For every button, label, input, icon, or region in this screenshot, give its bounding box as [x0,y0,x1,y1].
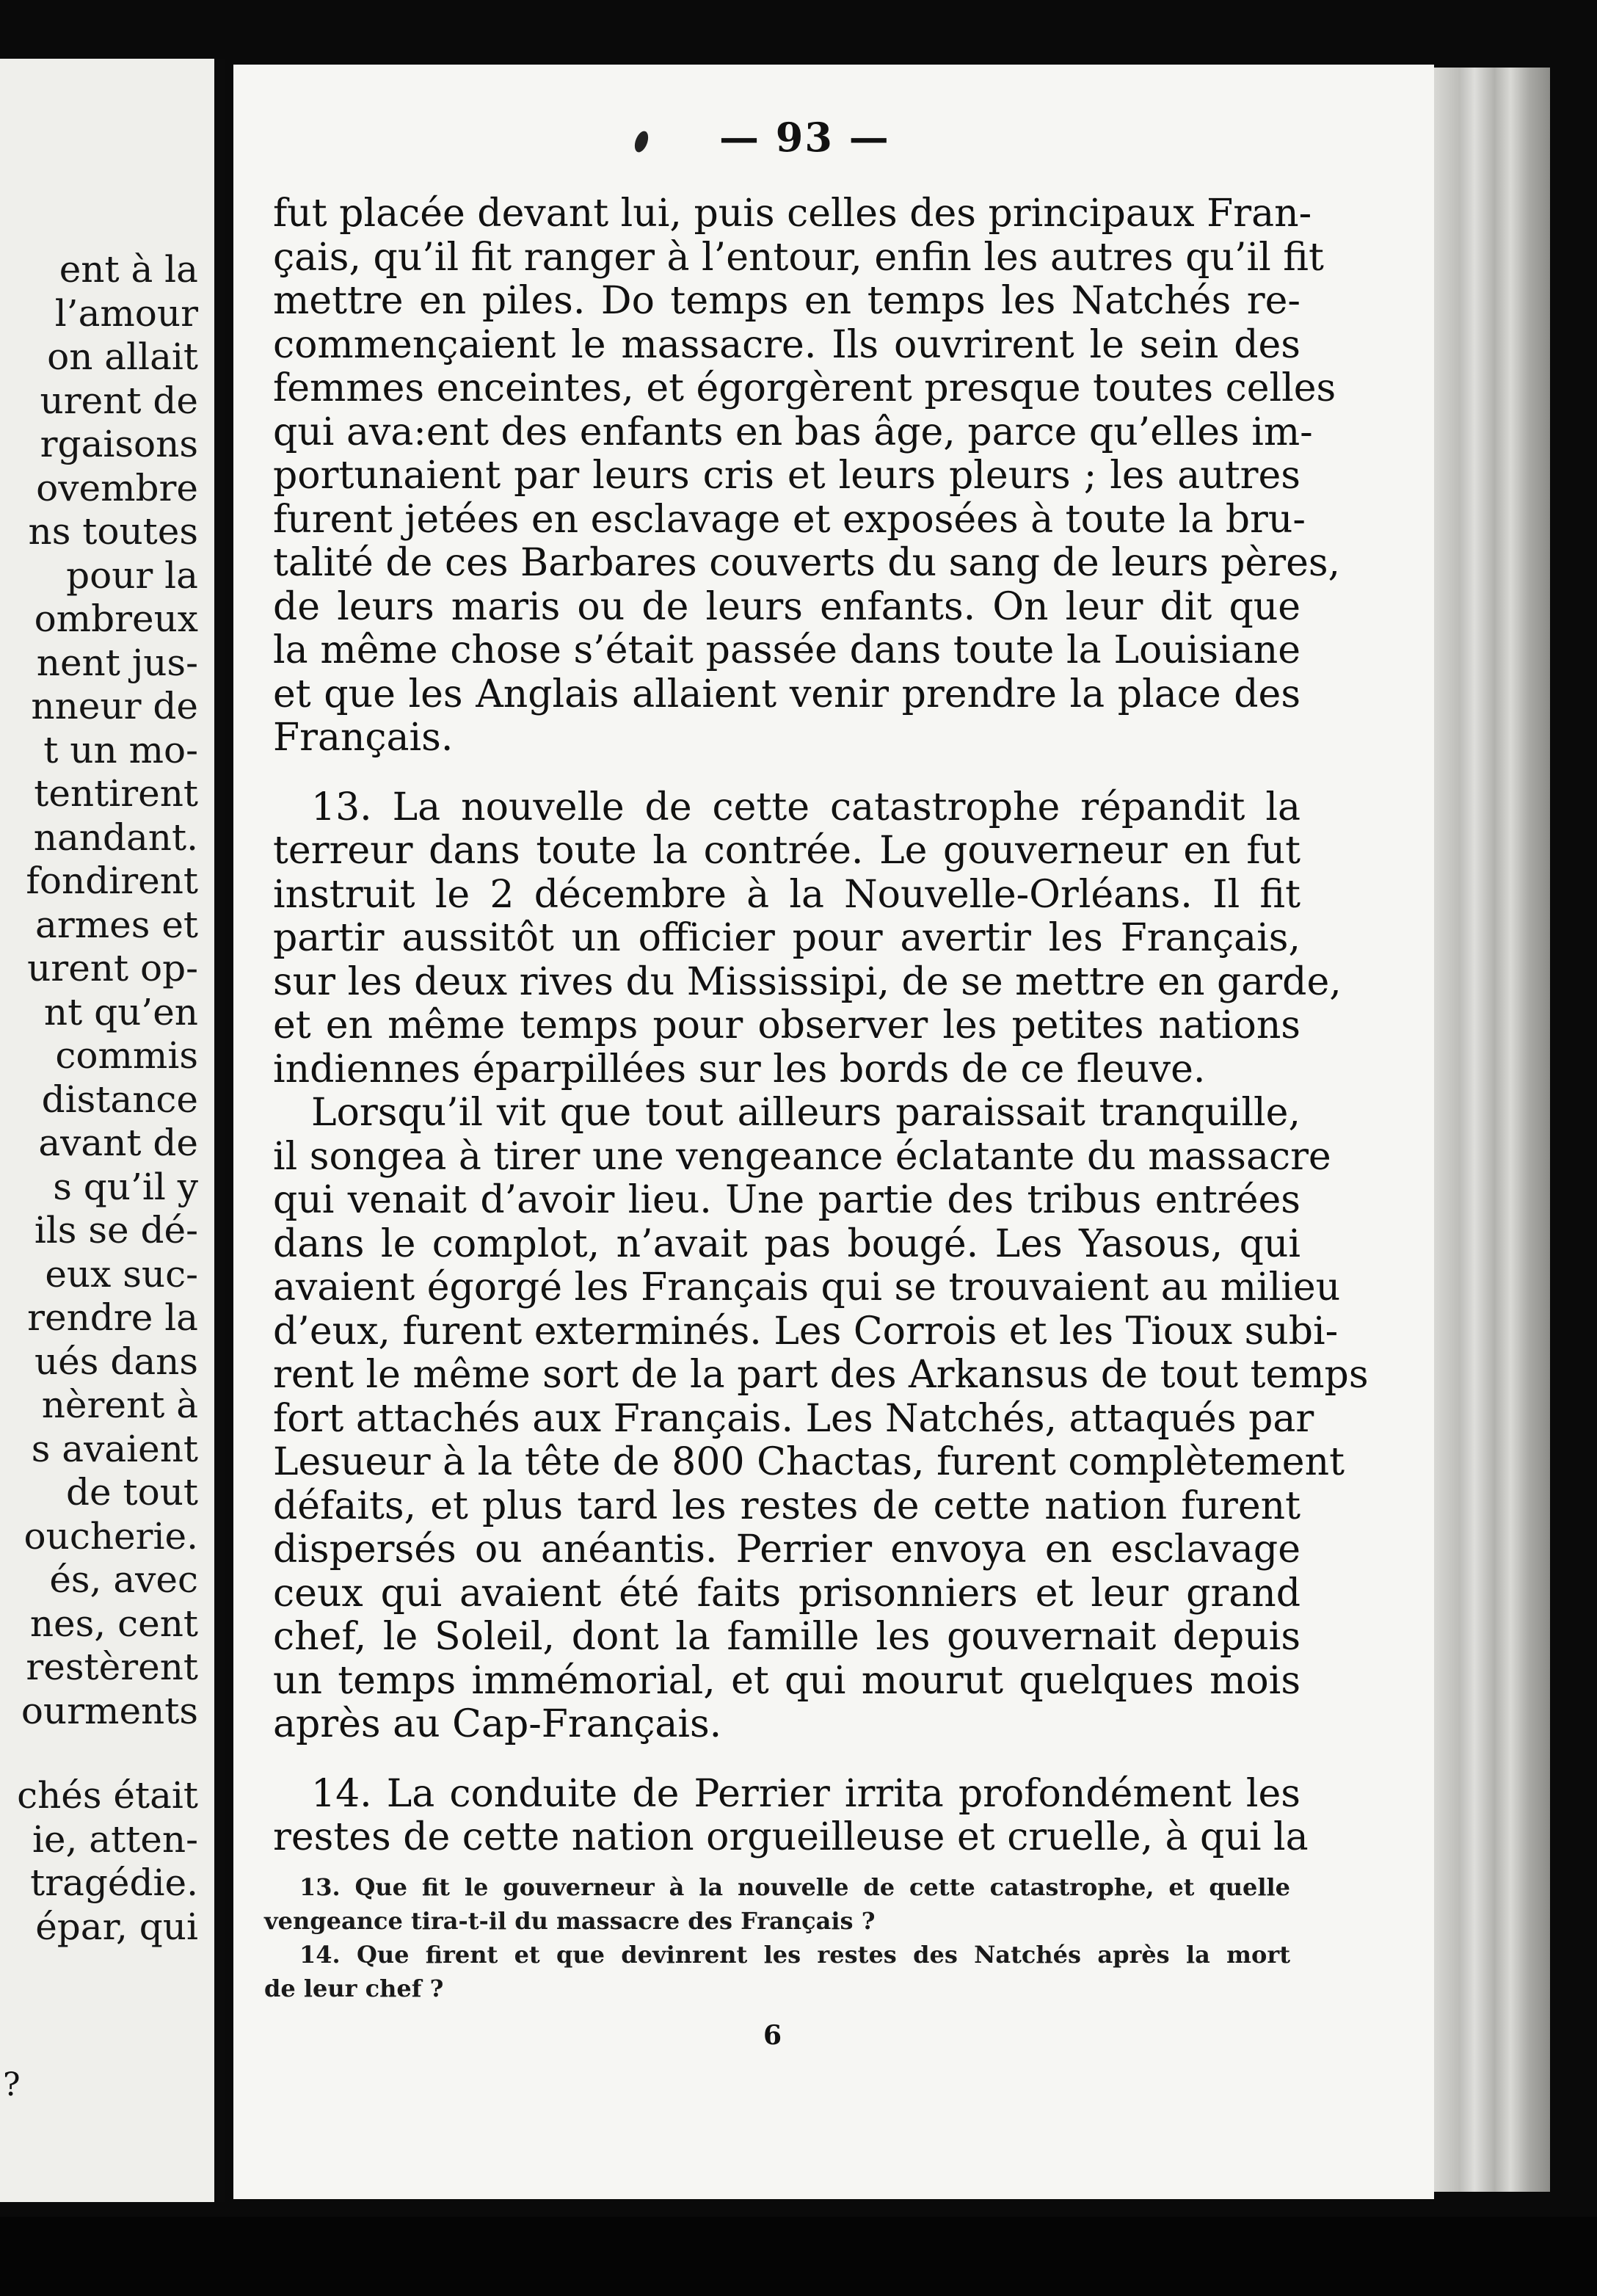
paragraph-13-continued [273,1091,1369,1747]
text-line: indiennes éparpillées sur les bords de ce fleuve. [273,1047,1206,1091]
previous-page-line: pour la [66,553,198,597]
text-line: défaits, et plus tard les restes de cette nation furent [273,1483,1300,1528]
text-line: 13. La nouvelle de cette catastrophe répandit la [311,785,1300,829]
text-line: d’eux, furent exterminés. Les Corrois et les Tioux subi- [273,1309,1339,1354]
paragraph-13 [273,785,1342,1092]
text-line: avaient égorgé les Français qui se trouvaient au milieu [273,1265,1341,1309]
previous-page-line: ourments [21,1689,198,1732]
previous-page-line: s qu’il y [53,1165,198,1208]
text-line: et que les Anglais allaient venir prendre la place des [273,672,1300,716]
previous-page-line: épar, qui [35,1905,198,1948]
text-line: sur les deux rives du Mississipi, de se mettre en garde, [273,959,1342,1004]
text-line: femmes enceintes, et égorgèrent presque toutes celles [273,366,1336,410]
page-edges [1434,68,1550,2192]
text-line: Lesueur à la tête de 800 Chactas, furent complètement [273,1440,1345,1484]
text-line: instruit le 2 décembre à la Nouvelle-Orléans. Il fit [273,872,1300,917]
footnote-line: 14. Que firent et que devinrent les restes des Natchés après la mort [299,1941,1290,1969]
text-line: qui venait d’avoir lieu. Une partie des tribus entrées [273,1178,1300,1222]
text-line: partir aussitôt un officier pour avertir les Français, [273,916,1300,960]
text-line: la même chose s’était passée dans toute la Louisiane [273,628,1300,672]
text-line: Français. [273,716,454,760]
previous-page-line: nent jus- [36,641,198,684]
text-line: restes de cette nation orgueilleuse et cruelle, à qui la [273,1815,1309,1859]
text-line: ceux qui avaient été faits prisonniers et leur grand [273,1571,1300,1616]
previous-page-line: distance [41,1078,198,1121]
text-line: qui ava:ent des enfants en bas âge, parce qu’elles im- [273,410,1313,454]
previous-page-line: nneur de [31,685,198,727]
text-line: fort attachés aux Français. Les Natchés, attaqués par [273,1396,1314,1441]
previous-page-line: l’amour [54,291,198,335]
text-line: talité de ces Barbares couverts du sang de leurs pères, [273,541,1341,585]
footnote-questions [264,1870,1290,2005]
previous-page-text [17,248,198,1949]
previous-page-line: ns toutes [28,510,198,553]
previous-page-line: fondirent [26,860,198,902]
previous-page-line: ent à la [59,248,198,291]
previous-page-line: commis [55,1034,198,1077]
text-line: et en même temps pour observer les petites nations [273,1003,1300,1047]
previous-page-line: ombreux [34,597,198,640]
text-line: fut placée devant lui, puis celles des principaux Fran- [273,192,1312,236]
text-line: terreur dans toute la contrée. Le gouverneur en fut [273,829,1300,873]
text-line: un temps immémorial, et qui mourut quelques mois [273,1658,1300,1703]
previous-page [0,59,225,2202]
previous-page-line: ie, atten- [32,1817,198,1861]
previous-page-line: oucherie. [23,1514,198,1558]
text-line: mettre en piles. Do temps en temps les Natchés re- [273,279,1300,323]
text-line: Lorsqu’il vit que tout ailleurs paraissait tranquille, [311,1091,1300,1135]
previous-page-line: t un mo- [43,728,198,771]
previous-page-line: rendre la [27,1296,198,1339]
page-number: — 93 — [719,114,890,161]
page-body-text [273,192,1369,1860]
previous-page-line: chés était [17,1774,198,1817]
text-line: commençaient le massacre. Ils ouvrirent le sein des [273,322,1300,367]
previous-page-line: on allait [47,335,198,378]
previous-page-line: avant de [38,1122,198,1164]
previous-page-line: ils se dé- [34,1209,198,1251]
paragraph-continuation [273,192,1341,760]
previous-page-mark: ? [3,2066,21,2104]
footnote-line: de leur chef ? [264,1975,444,2002]
previous-page-line: nèrent à [41,1384,198,1426]
text-line: dans le complot, n’avait pas bougé. Les Yasous, qui [273,1221,1300,1266]
text-line: rent le même sort de la part des Arkansus de tout temps [273,1353,1369,1397]
previous-page-line: urent de [40,379,198,422]
previous-page-line: nandant. [33,815,198,859]
text-line: il songea à tirer une vengeance éclatante du massacre [273,1134,1331,1179]
previous-page-line: urent op- [27,947,198,989]
previous-page-line: nes, cent [29,1602,198,1645]
paragraph-14 [273,1771,1309,1860]
text-line: furent jetées en esclavage et exposées à toute la bru- [273,497,1306,542]
text-line: après au Cap-Français. [273,1702,722,1746]
previous-page-line: rgaisons [40,423,198,465]
previous-page-line: ués dans [34,1340,198,1383]
previous-page-line: tragédie. [30,1861,198,1904]
text-line: de leurs maris ou de leurs enfants. On leur dit que [273,584,1300,629]
text-line: portunaient par leurs cris et leurs pleurs ; les autres [273,454,1300,498]
previous-page-line: eux suc- [45,1252,198,1296]
previous-page-line: restèrent [26,1646,198,1688]
previous-page-line: armes et [35,903,198,946]
previous-page-line: de tout [66,1471,198,1514]
previous-page-line: nt qu’en [43,990,198,1033]
previous-page-line: ovembre [36,466,198,509]
scan-bottom-edge [0,2217,1597,2296]
footnote-line: 13. Que fit le gouverneur à la nouvelle de cette catastrophe, et quelle [299,1873,1290,1901]
previous-page-lines-a [17,248,198,1733]
signature-mark: 6 [763,2020,782,2051]
previous-page-line: tentirent [34,772,198,815]
text-line: chef, le Soleil, dont la famille les gouvernait depuis [273,1615,1300,1659]
text-line: 14. La conduite de Perrier irrita profondément les [311,1771,1300,1816]
previous-page-lines-b [17,1774,198,1949]
text-line: çais, qu’il fit ranger à l’entour, enfin les autres qu’il fit [273,235,1324,280]
previous-page-line: s avaient [31,1427,198,1470]
previous-page-line: és, avec [49,1558,198,1601]
text-line: dispersés ou anéantis. Perrier envoya en esclavage [273,1527,1300,1572]
footnote-line: vengeance tira-t-il du massacre des Français ? [264,1907,876,1935]
